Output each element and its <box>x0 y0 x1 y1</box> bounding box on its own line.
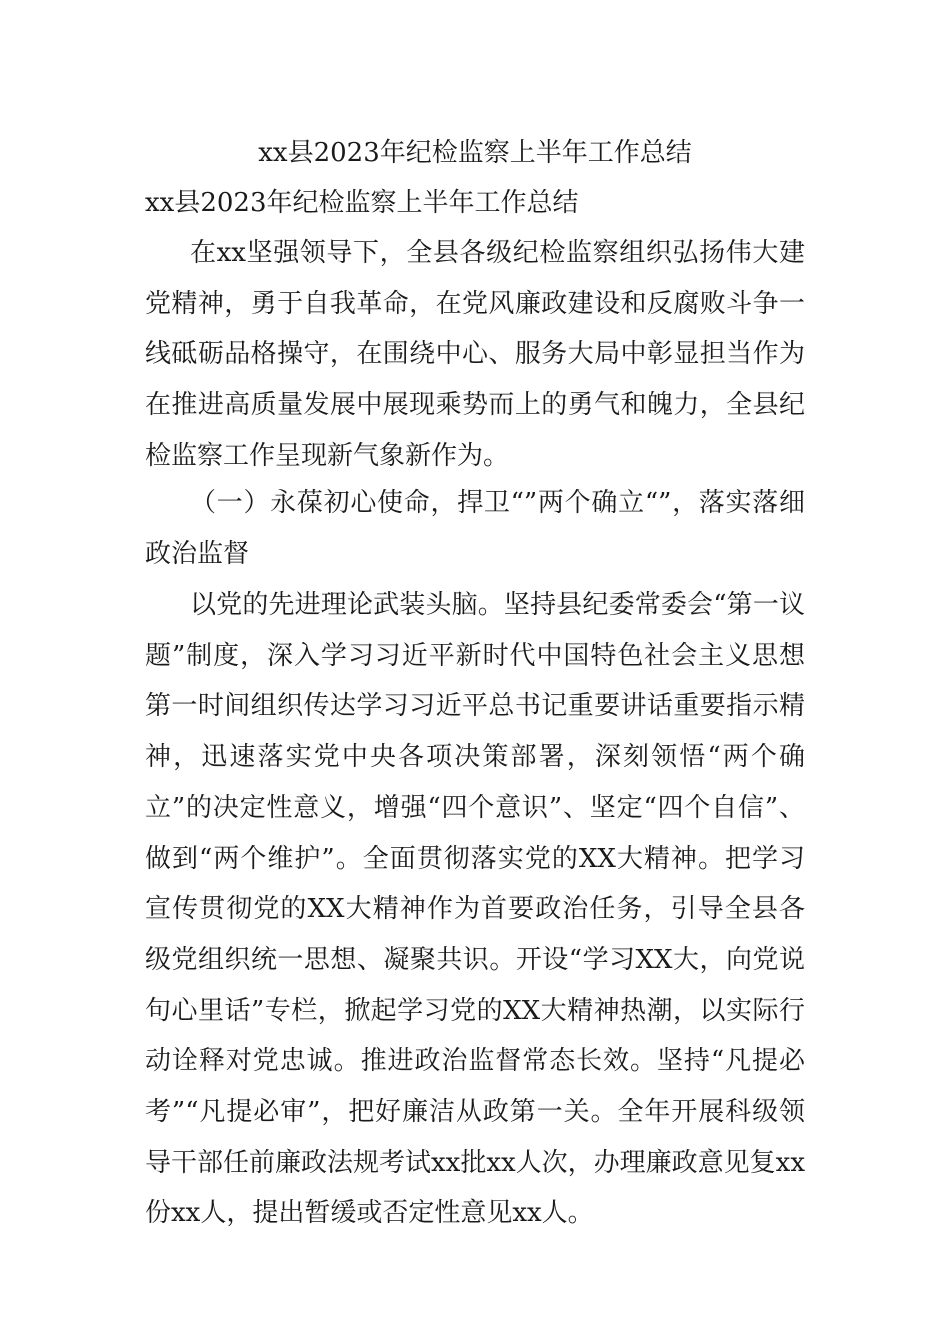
document-subtitle: xx县2023年纪检监察上半年工作总结 <box>145 188 579 218</box>
document-title: xx县2023年纪检监察上半年工作总结 <box>258 138 692 168</box>
body-paragraph: 以党的先进理论武装头脑。坚持县纪委常委会“第一议题”制度，深入学习习近平新时代中国特色社会主义思想第一时间组织传达学习习近平总书记重要讲话重要指示精神，迅速落实党中央各项决策部署，深刻领悟“两个确立”的决定性意义，增强“四个意识”、坚定“四个自信”、做到“两个维护”。全面贯彻落实党的XX大精神。把学习宣传贯彻党的XX大精神作为首要政治任务，引导全县各级党组织统一思想、凝聚共识。开设“学习XX大，向党说句心里话”专栏，掀起学习党的XX大精神热潮，以实际行动诠释对党忠诚。推进政治监督常态长效。坚持“凡提必考”“凡提必审”，把好廉洁从政第一关。全年开展科级领导干部任前廉政法规考试xx批xx人次，办理廉政意见复xx份xx人，提出暂缓或否定性意见xx人。 <box>145 590 805 1229</box>
section-heading: （一）永葆初心使命，捍卫“”两个确立“”，落实落细政治监督 <box>145 488 805 569</box>
intro-paragraph: 在xx坚强领导下，全县各级纪检监察组织弘扬伟大建党精神，勇于自我革命，在党风廉政建设和反腐败斗争一线砥砺品格操守，在围绕中心、服务大局中彰显担当作为在推进高质量发展中展现乘势而上的勇气和魄力，全县纪检监察工作呈现新气象新作为。 <box>145 238 805 471</box>
